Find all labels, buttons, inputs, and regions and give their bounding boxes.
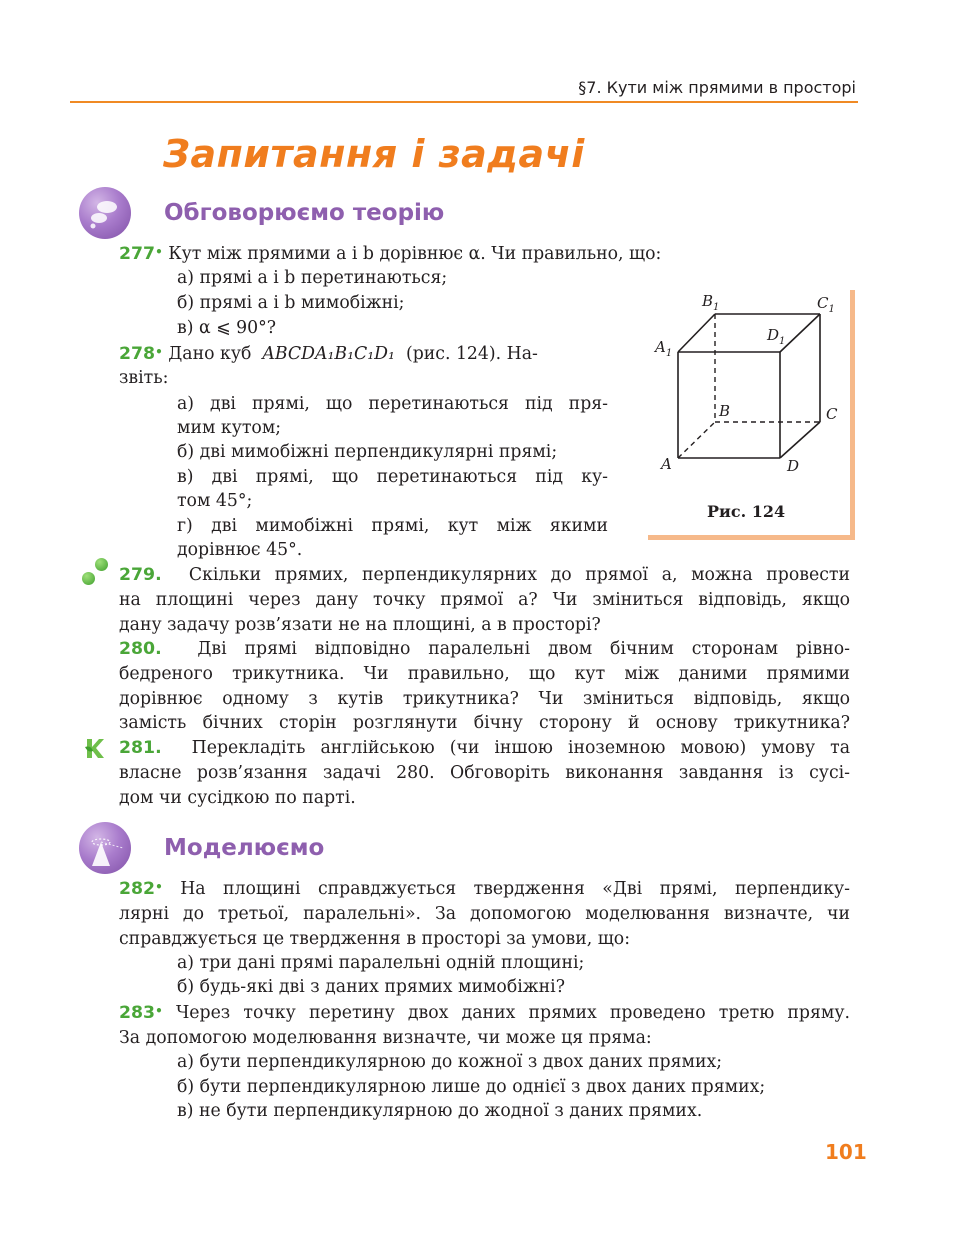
problem-278-line-1: 278• Дано куб ABCDA₁B₁C₁D₁ (рис. 124). На- (119, 344, 538, 364)
problem-number: 278• (119, 344, 163, 364)
problem-279-line-2: на площині через дану точку прямої a? Чи зміниться відповідь, якщо (119, 590, 850, 610)
label-B: B (719, 402, 731, 420)
problem-283-option-c: в) не бути перпендикулярною до жодної з даних прямих. (177, 1101, 703, 1121)
problem-278-option-d1: г) дві мимобіжні прямі, кут між якими (177, 516, 608, 536)
problem-279-line-3: дану задачу розв’язати не на площині, а в просторі? (119, 615, 601, 635)
problem-280-line-4: замість бічних сторін розглянути бічну сторону й основу трикутника? (119, 713, 850, 733)
problem-283-line-1: 283• Через точку перетину двох даних прямих проведено третю пряму. (119, 1003, 851, 1023)
svg-text:D1: $D_1$ (767, 326, 786, 347)
problem-277-option-a: а) прямі a і b перетинаються; (177, 268, 448, 288)
problem-282-line-2: лярні до третьої, паралельні». За допомогою моделювання визначте, чи (119, 904, 850, 924)
communication-k-icon (83, 735, 107, 761)
green-dot-icon (82, 572, 95, 585)
label-C1: C (817, 294, 829, 312)
problem-282-line-1: 282• На площині справджується твердження «Дві прямі, перпендику- (119, 879, 851, 899)
problem-282-line-3: справджується це твердження в просторі за умови, що: (119, 929, 631, 949)
problem-277-option-c: в) α ⩽ 90°? (177, 318, 276, 338)
problem-277-line-1: 277• Кут між прямими a і b дорівнює α. Чи правильно, що: (119, 244, 662, 264)
label-A1: A (655, 338, 666, 356)
label-D: D (787, 457, 800, 475)
problem-278-option-c2: том 45°; (177, 491, 253, 511)
problem-278-option-a2: мим кутом; (177, 418, 282, 438)
problem-277-option-b: б) прямі a і b мимобіжні; (177, 293, 405, 313)
svg-text:C1: $C_1$ (817, 294, 835, 315)
problem-number: 277• (119, 244, 163, 264)
section-title-theory: Обговорюємо теорію (164, 200, 445, 226)
label-C: C (826, 405, 838, 423)
label-A: A (661, 455, 672, 473)
problem-280-line-2: бедреного трикутника. Чи правильно, що кут між даними прямими (119, 664, 850, 684)
problem-278-option-d2: дорівнює 45°. (177, 540, 303, 560)
figure-caption: Рис. 124 (707, 502, 786, 521)
problem-283-option-a: а) бути перпендикулярною до кожної з двох даних прямих; (177, 1052, 723, 1072)
svg-text:A1: $A_1$ (655, 338, 673, 359)
problem-283-option-b: б) бути перпендикулярною лише до однієї з двох даних прямих; (177, 1077, 766, 1097)
header-rule (70, 101, 858, 103)
problem-281-line-2: власне розв’язання задачі 280. Обговоріть виконання завдання із сусі- (119, 763, 850, 783)
discussion-bubble-icon (79, 187, 131, 239)
cube-figure (648, 288, 853, 498)
label-D1: D (767, 326, 780, 344)
running-header: §7. Кути між прямими в просторі (578, 78, 856, 97)
problem-282-option-b: б) будь-які дві з даних прямих мимобіжні? (177, 977, 565, 997)
green-dot-icon (95, 558, 108, 571)
problem-281-line-3: дом чи сусідкою по парті. (119, 788, 356, 808)
page-title: Запитання і задачі (163, 132, 585, 176)
problem-280-line-3: дорівнює одному з кутів трикутника? Чи зміниться відповідь, якщо (119, 689, 850, 709)
problem-278-option-b: б) дві мимобіжні перпендикулярні прямі; (177, 442, 558, 462)
figure-border-bottom (648, 535, 855, 540)
problem-282-option-a: а) три дані прямі паралельні одній площині; (177, 953, 585, 973)
problem-281-line-1: 281. Перекладіть англійською (чи іншою іноземною мовою) умову та (119, 738, 850, 758)
page-number: 101 (825, 1140, 867, 1164)
label-B1: B (702, 292, 714, 310)
section-title-modeling: Моделюємо (164, 835, 325, 861)
problem-278-line-2: звіть: (119, 368, 169, 388)
problem-278-option-c1: в) дві прямі, що перетинаються під ку- (177, 467, 608, 487)
modeling-bubble-icon (79, 822, 131, 874)
problem-279-line-1: 279. Скільки прямих, перпендикулярних до прямої a, можна провести (119, 565, 850, 585)
problem-283-line-2: За допомогою моделювання визначте, чи може ця пряма: (119, 1028, 652, 1048)
problem-278-option-a1: а) дві прямі, що перетинаються під пря- (177, 394, 608, 414)
svg-text:B1: $B_1$ (702, 292, 720, 313)
problem-280-line-1: 280. Дві прямі відповідно паралельні двом бічним сторонам рівно- (119, 639, 850, 659)
